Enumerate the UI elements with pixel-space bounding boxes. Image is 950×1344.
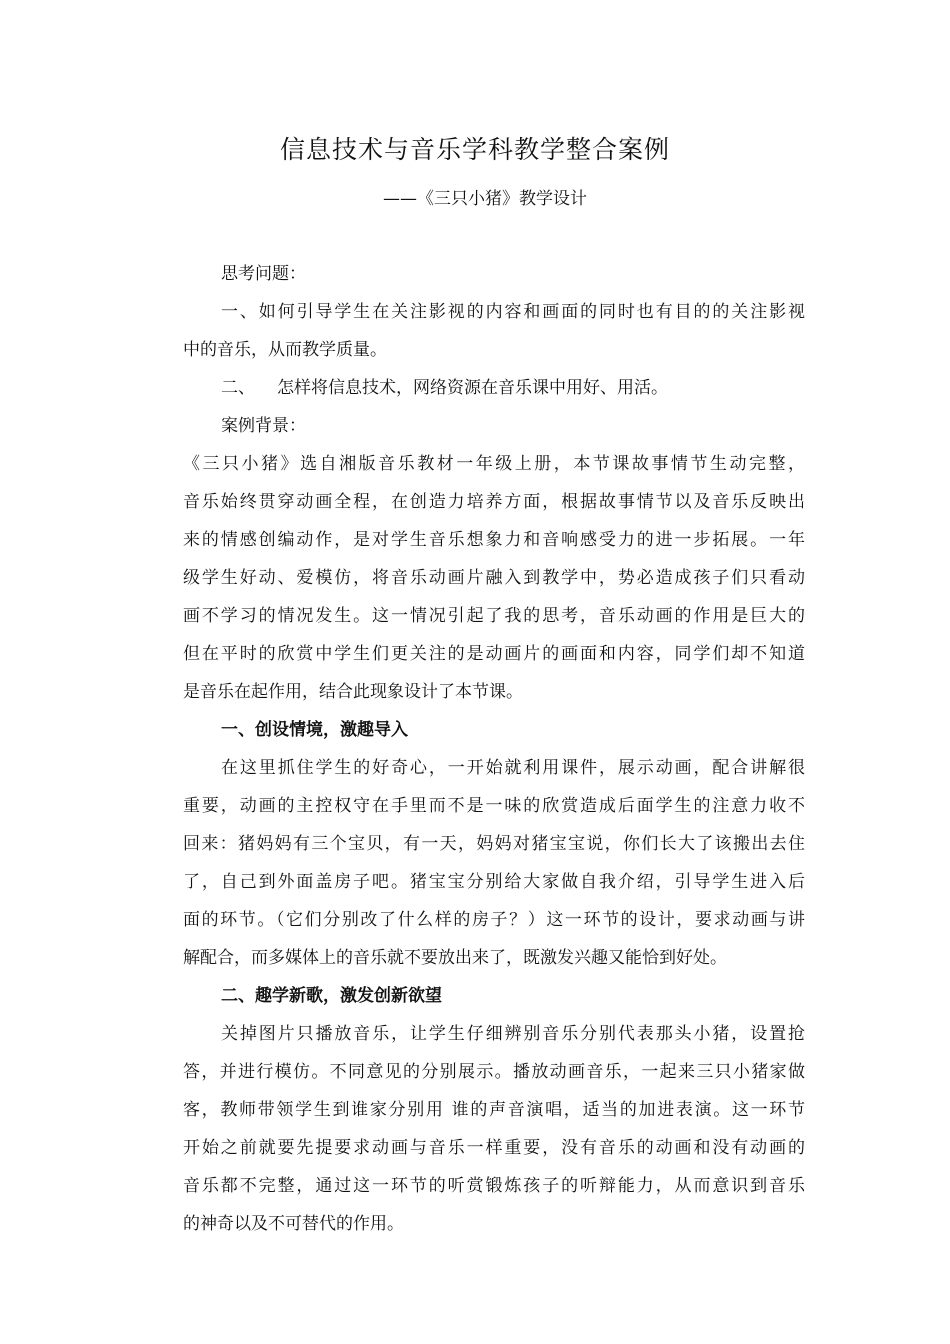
part-1-heading: 一、创设情境，激趣导入 (221, 720, 408, 740)
background-heading: 案例背景： (221, 416, 306, 436)
part-1-line: 解配合，而多媒体上的音乐就不要放出来了，既激发兴趣又能恰到好处。 (183, 948, 727, 968)
background-line: 画不学习的情况发生。这一情况引起了我的思考，音乐动画的作用是巨大的 (183, 606, 805, 626)
question-1-line-1: 一、如何引导学生在关注影视的内容和画面的同时也有目的的关注影视 (221, 302, 805, 322)
question-1-line-2: 中的音乐，从而教学质量。 (183, 340, 387, 360)
questions-heading: 思考问题： (221, 264, 306, 284)
background-line: 来的情感创编动作，是对学生音乐想象力和音响感受力的进一步拓展。一年 (183, 530, 805, 550)
part-2-heading: 二、趣学新歌，激发创新欲望 (221, 986, 442, 1006)
part-2-line: 答，并进行模仿。不同意见的分别展示。播放动画音乐，一起来三只小猪家做 (183, 1062, 805, 1082)
part-1-line: 重要，动画的主控权守在手里而不是一味的欣赏造成后面学生的注意力收不 (183, 796, 805, 816)
part-2-line: 开始之前就要先提要求动画与音乐一样重要，没有音乐的动画和没有动画的 (183, 1138, 805, 1158)
background-line: 但在平时的欣赏中学生们更关注的是动画片的画面和内容，同学们却不知道 (183, 644, 805, 664)
document-title: 信息技术与音乐学科教学整合案例 (279, 135, 670, 164)
background-line: 音乐始终贯穿动画全程，在创造力培养方面，根据故事情节以及音乐反映出 (183, 492, 805, 512)
part-2-line: 关掉图片只播放音乐，让学生仔细辨别音乐分别代表那头小猪，设置抢 (221, 1024, 805, 1044)
part-2-line: 音乐都不完整，通过这一环节的听赏锻炼孩子的听辩能力，从而意识到音乐 (183, 1176, 805, 1196)
part-1-line: 回来：猪妈妈有三个宝贝，有一天，妈妈对猪宝宝说，你们长大了该搬出去住 (183, 834, 805, 854)
background-line: 《三只小猪》选自湘版音乐教材一年级上册，本节课故事情节生动完整， (183, 454, 805, 474)
background-line: 级学生好动、爱模仿，将音乐动画片融入到教学中，势必造成孩子们只看动 (183, 568, 805, 588)
part-1-line: 面的环节。（它们分别改了什么样的房子？）这一环节的设计，要求动画与讲 (183, 910, 805, 930)
question-2-number: 二、 (221, 378, 255, 398)
part-2-line: 客，教师带领学生到谁家分别用 谁的声音演唱，适当的加进表演。这一环节 (183, 1100, 805, 1120)
part-2-line: 的神奇以及不可替代的作用。 (183, 1214, 404, 1234)
background-line: 是音乐在起作用，结合此现象设计了本节课。 (183, 682, 523, 702)
document-body (183, 255, 805, 1243)
document-subtitle: ——《三只小猪》教学设计 (383, 189, 587, 209)
question-2-text: 怎样将信息技术，网络资源在音乐课中用好、用活。 (277, 378, 668, 398)
part-1-line: 在这里抓住学生的好奇心，一开始就利用课件，展示动画，配合讲解很 (221, 758, 805, 778)
question-2 (183, 369, 805, 407)
part-1-line: 了，自己到外面盖房子吧。猪宝宝分别给大家做自我介绍，引导学生进入后 (183, 872, 805, 892)
